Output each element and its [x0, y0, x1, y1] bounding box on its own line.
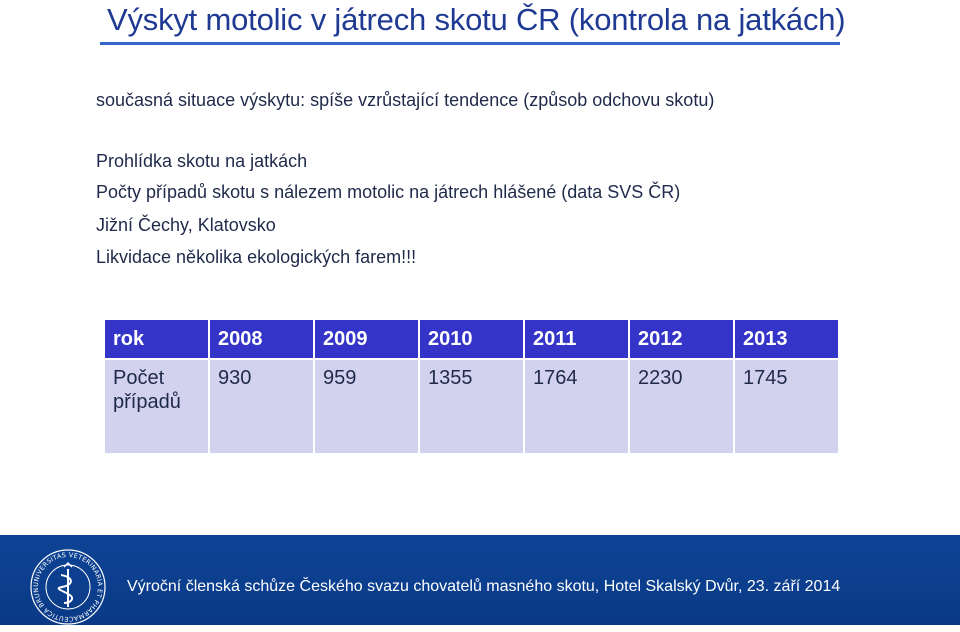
footer-caption: Výroční členská schůze Českého svazu chovatelů masného skotu, Hotel Skalský Dvůr, 23. září 2014	[127, 578, 841, 595]
bullet-line: Počty případů skotu s nálezem motolic na játrech hlášené (data SVS ČR)	[96, 182, 681, 202]
slide-title: Výskyt motolic v játrech skotu ČR (kontrola na jatkách)	[107, 2, 846, 37]
bullet-list	[96, 86, 714, 272]
value-cell: 1355	[419, 359, 524, 454]
value-cell: 1745	[734, 359, 839, 454]
footer-bar	[0, 535, 960, 625]
row-label-line: Počet	[113, 367, 165, 389]
header-cell: rok	[104, 319, 209, 359]
logo-ring-text: UNIVERSITAS VETERINARIA ET PHARMACEUTICA BRUN	[31, 550, 105, 624]
value-cell: 959	[314, 359, 419, 454]
header-cell: 2010	[419, 319, 524, 359]
row-label-cell	[104, 359, 209, 454]
header-cell: 2008	[209, 319, 314, 359]
header-cell: 2013	[734, 319, 839, 359]
bullet-line: Likvidace několika ekologických farem!!!	[96, 247, 417, 267]
header-cell: 2009	[314, 319, 419, 359]
value-cell: 1764	[524, 359, 629, 454]
value-cell: 2230	[629, 359, 734, 454]
value-cell: 930	[209, 359, 314, 454]
bullet-line: současná situace výskytu: spíše vzrůstající tendence (způsob odchovu skotu)	[96, 90, 715, 110]
cases-table	[103, 318, 840, 455]
header-cell: 2011	[524, 319, 629, 359]
bullet-line: Prohlídka skotu na jatkách	[96, 151, 308, 171]
bullet-line: Jižní Čechy, Klatovsko	[96, 215, 276, 235]
table-row	[104, 359, 839, 454]
title-underline	[100, 42, 840, 45]
row-label-line: případů	[113, 391, 181, 413]
table-header-row	[104, 319, 839, 359]
header-cell: 2012	[629, 319, 734, 359]
university-logo-icon	[28, 547, 108, 627]
